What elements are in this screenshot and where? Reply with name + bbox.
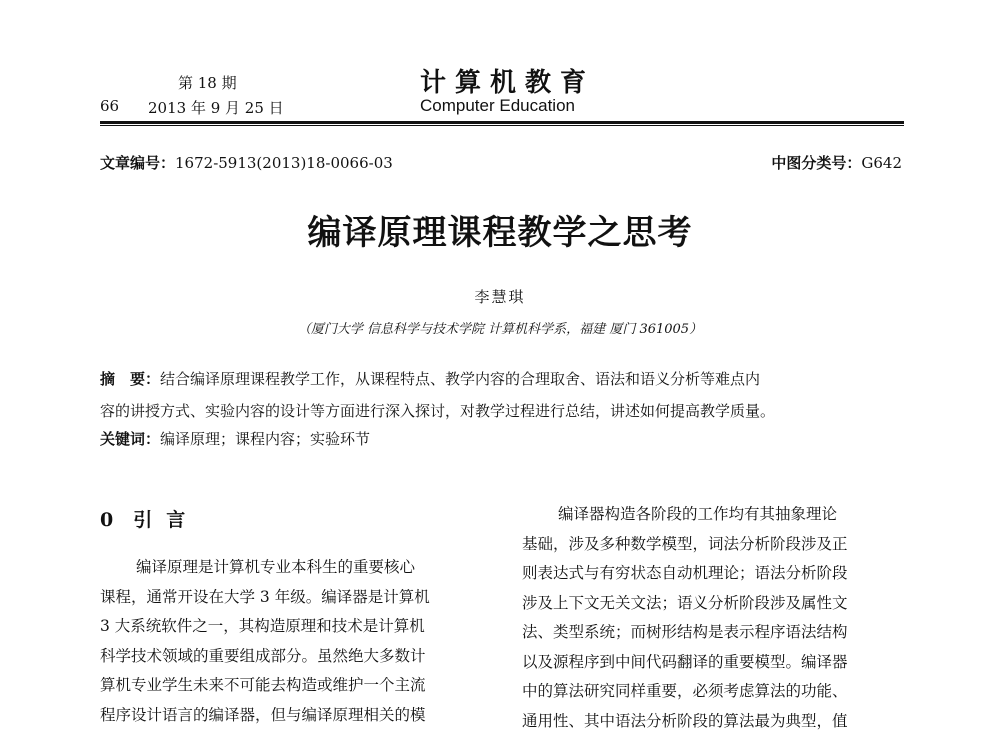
author: 李慧琪 [0, 286, 1000, 307]
body-line: 以及源程序到中间代码翻译的重要模型。编译器 [522, 648, 912, 678]
abstract-line-2: 容的讲授方式、实验内容的设计等方面进行深入探讨，对教学过程进行总结，讲述如何提高教学质量。 [100, 400, 775, 421]
body-line: 中的算法研究同样重要，必须考虑算法的功能、 [522, 677, 912, 707]
affiliation: （厦门大学 信息科学与技术学院 计算机科学系，福建 厦门 361005） [0, 318, 1000, 337]
issue-number: 第 18 期 [178, 72, 237, 93]
section-heading [100, 505, 199, 532]
publication-date: 2013 年 9 月 25 日 [148, 97, 284, 118]
body-line: 3 大系统软件之一，其构造原理和技术是计算机 [100, 612, 492, 642]
keywords-text: 编译原理；课程内容；实验环节 [160, 430, 370, 448]
header-rule-thin [100, 125, 904, 126]
right-column [522, 500, 912, 736]
body-line: 程序设计语言的编译器，但与编译原理相关的模 [100, 701, 492, 731]
body-line: 编译原理是计算机专业本科生的重要核心 [100, 553, 492, 583]
article-number-label: 文章编号： [100, 154, 175, 172]
section-title: 引言 [133, 509, 199, 531]
article-title: 编译原理课程教学之思考 [0, 205, 1000, 254]
body-line: 涉及上下文无关文法；语义分析阶段涉及属性文 [522, 589, 912, 619]
keywords [100, 428, 370, 449]
article-number-value: 1672-5913(2013)18-0066-03 [175, 154, 393, 172]
journal-title-en: Computer Education [420, 96, 575, 116]
page-number: 66 [100, 97, 119, 115]
body-line: 基础，涉及多种数学模型，词法分析阶段涉及正 [522, 530, 912, 560]
keywords-label: 关键词： [100, 430, 160, 448]
body-line: 则表达式与有穷状态自动机理论；语法分析阶段 [522, 559, 912, 589]
section-number: 0 [100, 509, 113, 531]
classification-number [771, 152, 902, 173]
body-line: 课程，通常开设在大学 3 年级。编译器是计算机 [100, 583, 492, 613]
abstract-label: 摘 要： [100, 370, 160, 388]
body-line: 科学技术领域的重要组成部分。虽然绝大多数计 [100, 642, 492, 672]
body-line: 算机专业学生未来不可能去构造或维护一个主流 [100, 671, 492, 701]
body-line: 法、类型系统；而树形结构是表示程序语法结构 [522, 618, 912, 648]
abstract-text-1: 结合编译原理课程教学工作，从课程特点、教学内容的合理取舍、语法和语义分析等难点内 [160, 370, 760, 388]
body-line: 通用性、其中语法分析阶段的算法最为典型，值 [522, 707, 912, 736]
article-number [100, 152, 393, 173]
classification-label: 中图分类号： [771, 154, 861, 172]
journal-title-cn: 计算机教育 [420, 62, 595, 99]
left-column [100, 553, 492, 730]
header-rule-thick [100, 121, 904, 124]
abstract-line-1 [100, 368, 760, 389]
body-line: 编译器构造各阶段的工作均有其抽象理论 [522, 500, 912, 530]
classification-value: G642 [861, 154, 902, 172]
